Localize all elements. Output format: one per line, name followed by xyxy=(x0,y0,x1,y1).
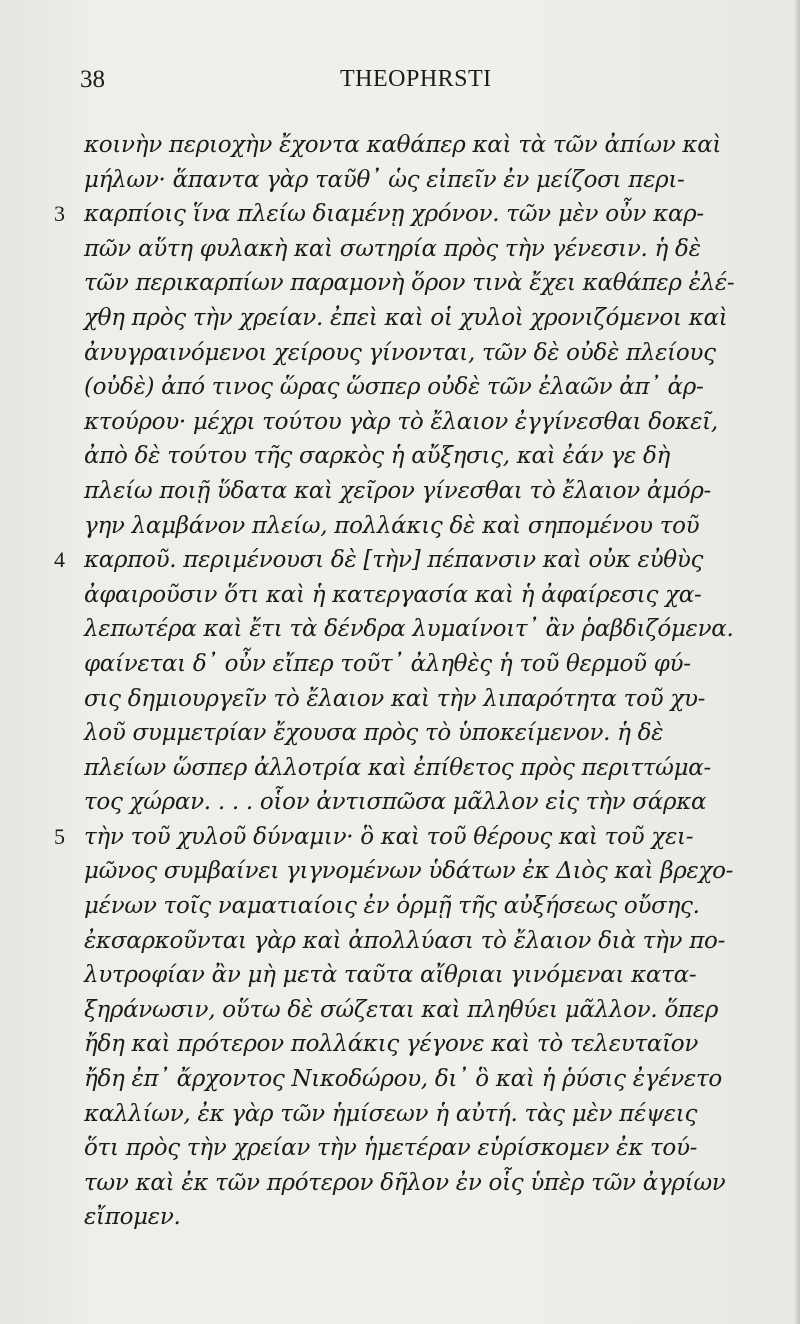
text-line xyxy=(84,474,774,509)
line-text: λυτροφίαν ἂν μὴ μετὰ ταῦτα αἴθριαι γινόμεναι κατα- xyxy=(84,962,697,989)
line-text: πλείων ὥσπερ ἀλλοτρία καὶ ἐπίθετος πρὸς περιττώμα- xyxy=(84,754,711,781)
text-line xyxy=(54,820,774,855)
line-text: καρπίοις ἵνα πλείω διαμένῃ χρόνον. τῶν μὲν οὖν καρ- xyxy=(84,201,704,228)
line-text: ἤδη καὶ πρότερον πολλάκις γέγονε καὶ τὸ τελευταῖον xyxy=(84,1031,699,1058)
line-text: κοινὴν περιοχὴν ἔχοντα καθάπερ καὶ τὰ τῶν ἀπίων καὶ xyxy=(84,132,722,158)
text-line xyxy=(84,266,774,301)
line-text: ὅτι πρὸς τὴν χρείαν τὴν ἡμετέραν εὑρίσκομεν ἐκ τού- xyxy=(84,1135,698,1162)
line-text: ἐκσαρκοῦνται γὰρ καὶ ἀπολλύασι τὸ ἔλαιον διὰ τὴν πο- xyxy=(84,927,726,954)
text-line xyxy=(54,543,774,578)
line-text: χθη πρὸς τὴν χρείαν. ἐπεὶ καὶ οἱ χυλοὶ χρονιζόμενοι καὶ xyxy=(84,304,728,331)
line-text: ξηράνωσιν, οὕτω δὲ σώζεται καὶ πληθύει μᾶλλον. ὅπερ xyxy=(84,996,719,1023)
line-text: λεπωτέρα καὶ ἔτι τὰ δένδρα λυμαίνοιτ᾽ ἂν ῥαβδιζόμενα. xyxy=(84,616,734,643)
line-text: φαίνεται δ᾽ οὖν εἴπερ τοῦτ᾽ ἀληθὲς ἡ τοῦ θερμοῦ φύ- xyxy=(84,650,691,677)
text-line xyxy=(84,958,774,993)
text-line xyxy=(84,924,774,959)
line-text: ἤδη ἐπ᾽ ἄρχοντος Νικοδώρου, δι᾽ ὃ καὶ ἡ ῥύσις ἐγένετο xyxy=(84,1066,722,1093)
line-text: καρποῦ. περιμένουσι δὲ [τὴν] πέπανσιν καὶ οὐκ εὐθὺς xyxy=(84,547,704,574)
line-text: τῶν περικαρπίων παραμονὴ ὅρον τινὰ ἔχει καθάπερ ἐλέ- xyxy=(84,270,735,297)
page-edge-shadow xyxy=(794,0,800,1324)
line-text: πῶν αὕτη φυλακὴ καὶ σωτηρία πρὸς τὴν γένεσιν. ἡ δὲ xyxy=(84,235,701,262)
text-line xyxy=(84,1200,774,1235)
text-line xyxy=(84,232,774,267)
text-line xyxy=(84,716,774,751)
line-text: καλλίων, ἐκ γὰρ τῶν ἡμίσεων ἡ αὐτή. τὰς μὲν πέψεις xyxy=(84,1100,698,1127)
line-text: (οὐδὲ) ἀπό τινος ὥρας ὥσπερ οὐδὲ τῶν ἐλαῶν ἀπ᾽ ἀρ- xyxy=(84,374,704,401)
text-line xyxy=(84,612,774,647)
text-line xyxy=(84,578,774,613)
line-text: ἀφαιροῦσιν ὅτι καὶ ἡ κατεργασία καὶ ἡ ἀφαίρεσις χα- xyxy=(84,581,702,608)
line-text: λοῦ συμμετρίαν ἔχουσα πρὸς τὸ ὑποκείμενον. ἡ δὲ xyxy=(84,720,664,747)
section-number: 5 xyxy=(54,823,65,849)
text-line xyxy=(84,336,774,371)
text-line xyxy=(54,197,774,232)
text-line xyxy=(84,1027,774,1062)
text-line xyxy=(84,647,774,682)
line-text: ἀνυγραινόμενοι χείρους γίνονται, τῶν δὲ οὐδὲ πλείους xyxy=(84,339,716,366)
line-text: γην λαμβάνον πλείω, πολλάκις δὲ καὶ σηπομένου τοῦ xyxy=(84,512,700,539)
text-line xyxy=(84,509,774,544)
text-line xyxy=(84,1131,774,1166)
line-text: μήλων· ἅπαντα γὰρ ταῦθ᾽ ὡς εἰπεῖν ἐν μείζοσι περι- xyxy=(84,166,685,193)
text-line xyxy=(84,993,774,1028)
text-line xyxy=(84,1097,774,1132)
text-line xyxy=(84,405,774,440)
text-line xyxy=(84,128,774,163)
greek-text-block xyxy=(54,128,774,1235)
line-text: τὴν τοῦ χυλοῦ δύναμιν· ὃ καὶ τοῦ θέρους καὶ τοῦ χει- xyxy=(84,823,694,850)
page-number: 38 xyxy=(80,66,105,93)
text-line xyxy=(84,682,774,717)
section-number: 4 xyxy=(54,547,65,573)
line-text: των καὶ ἐκ τῶν πρότερον δῆλον ἐν οἷς ὑπὲρ τῶν ἀγρίων xyxy=(84,1169,726,1196)
section-number: 3 xyxy=(54,201,65,227)
text-line xyxy=(84,854,774,889)
text-line xyxy=(84,751,774,786)
text-line xyxy=(84,889,774,924)
page-header xyxy=(80,66,740,106)
text-line xyxy=(84,301,774,336)
line-text: πλείω ποιῇ ὕδατα καὶ χεῖρον γίνεσθαι τὸ ἔλαιον ἀμόρ- xyxy=(84,477,712,504)
text-line xyxy=(84,1062,774,1097)
line-text: μῶνος συμβαίνει γιγνομένων ὑδάτων ἐκ Διὸς καὶ βρεχο- xyxy=(84,858,734,885)
text-line xyxy=(84,785,774,820)
line-text: εἴπομεν. xyxy=(84,1204,181,1231)
line-text: κτούρου· μέχρι τούτου γὰρ τὸ ἔλαιον ἐγγίνεσθαι δοκεῖ, xyxy=(84,408,718,435)
text-line xyxy=(84,370,774,405)
line-text: ἀπὸ δὲ τούτου τῆς σαρκὸς ἡ αὔξησις, καὶ ἐάν γε δὴ xyxy=(84,443,671,470)
line-text: μένων τοῖς ναματιαίοις ἐν ὁρμῇ τῆς αὐξήσεως οὔσης. xyxy=(84,893,700,920)
text-line xyxy=(84,1166,774,1201)
line-text: τος χώραν. . . . οἷον ἀντισπῶσα μᾶλλον εἰς τὴν σάρκα xyxy=(84,789,707,816)
running-title: THEOPHRSTI xyxy=(340,66,492,92)
text-line xyxy=(84,163,774,198)
line-text: σις δημιουργεῖν τὸ ἔλαιον καὶ τὴν λιπαρότητα τοῦ χυ- xyxy=(84,685,706,712)
text-line xyxy=(84,439,774,474)
